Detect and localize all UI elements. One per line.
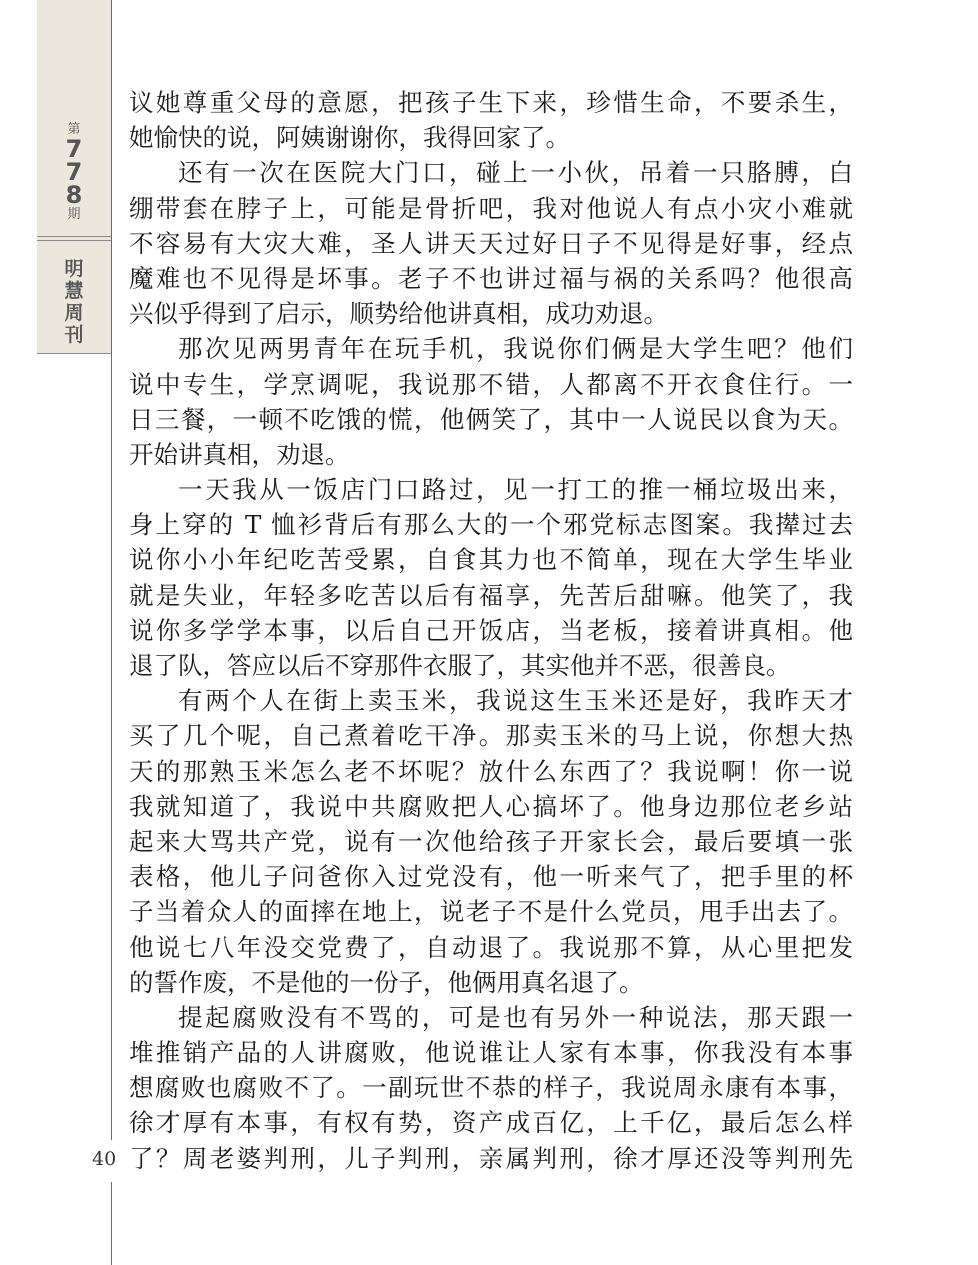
- text-line: 日三餐，一顿不吃饿的慌，他俩笑了，其中一人说民以食为天。: [129, 404, 853, 434]
- text-line: 就是失业，年轻多吃苦以后有福享，先苦后甜嘛。他笑了，我: [129, 580, 853, 610]
- text-line: 魔难也不见得是坏事。老子不也讲过福与祸的关系吗？他很高: [129, 263, 853, 293]
- text-line: 的誓作废，不是他的一份子，他俩用真名退了。: [129, 967, 644, 997]
- text-line: 想腐败也腐败不了。一副玩世不恭的样子，我说周永康有本事，: [129, 1073, 853, 1103]
- text-line: 他说七八年没交党费了，自动退了。我说那不算，从心里把发: [129, 932, 853, 962]
- issue-digit: 7: [65, 135, 83, 163]
- text-line: 身上穿的 T 恤衫背后有那么大的一个邪党标志图案。我撵过去: [129, 510, 853, 540]
- text-line: 说你小小年纪吃苦受累，自食其力也不简单，现在大学生毕业: [129, 545, 853, 575]
- issue-digit: 8: [65, 181, 83, 209]
- text-line: 天的那熟玉米怎么老不坏呢？放什么东西了？我说啊！你一说: [129, 756, 853, 786]
- text-line: 提起腐败没有不骂的，可是也有另外一种说法，那天跟一: [178, 1002, 853, 1032]
- text-line: 不容易有大灾大难，圣人讲天天过好日子不见得是好事，经点: [129, 228, 853, 258]
- text-line: 还有一次在医院大门口，碰上一小伙，吊着一只胳膊，白: [178, 158, 853, 188]
- issue-suffix: 期: [67, 207, 81, 222]
- text-line: 议她尊重父母的意愿，把孩子生下来，珍惜生命，不要杀生，: [129, 88, 853, 117]
- sidebar-divider: [37, 240, 111, 241]
- text-line: 那次见两男青年在玩手机，我说你们俩是大学生吧？他们: [178, 334, 853, 364]
- issue-prefix: 第: [67, 122, 81, 137]
- text-line: 堆推销产品的人讲腐败，他说谁让人家有本事，你我没有本事: [129, 1038, 853, 1068]
- text-line: 退了队，答应以后不穿那件衣服了，其实他并不恶，很善良。: [129, 651, 791, 680]
- magazine-char: 慧: [64, 280, 84, 302]
- magazine-name: [37, 258, 111, 346]
- text-line: 兴似乎得到了启示，顺势给他讲真相，成功劝退。: [129, 299, 668, 329]
- text-line: 她愉快的说，阿姨谢谢你，我得回家了。: [129, 123, 570, 153]
- text-line: 说中专生，学烹调呢，我说那不错，人都离不开衣食住行。一: [129, 369, 853, 399]
- text-line: 徐才厚有本事，有权有势，资产成百亿，上千亿，最后怎么样: [129, 1108, 853, 1138]
- text-line: 说你多学学本事，以后自己开饭店，当老板，接着讲真相。他: [129, 615, 853, 645]
- text-line: 开始讲真相，劝退。: [129, 439, 350, 469]
- sidebar-divider: [37, 236, 111, 237]
- text-line: 子当着众人的面摔在地上，说老子不是什么党员，甩手出去了。: [129, 897, 853, 927]
- magazine-char: 刊: [64, 324, 84, 346]
- text-line: 有两个人在街上卖玉米，我说这生玉米还是好，我昨天才: [178, 686, 853, 716]
- text-line: 我就知道了，我说中共腐败把人心搞坏了。他身边那位老乡站: [129, 791, 853, 821]
- text-line: 一天我从一饭店门口路过，见一打工的推一桶垃圾出来，: [178, 475, 853, 505]
- issue-label: [37, 122, 111, 223]
- magazine-char: 周: [64, 302, 84, 324]
- margin-rule: [111, 0, 112, 1265]
- issue-digit: 7: [65, 158, 83, 186]
- text-line: 起来大骂共产党，说有一次他给孩子开家长会，最后要填一张: [129, 826, 853, 856]
- page-number: 40: [92, 1148, 117, 1170]
- text-line: 绷带套在脖子上，可能是骨折吧，我对他说人有点小灾小难就: [129, 193, 853, 223]
- text-line: 了？周老婆判刑，儿子判刑，亲属判刑，徐才厚还没等判刑先: [129, 1143, 853, 1173]
- text-line: 表格，他儿子问爸你入过党没有，他一听来气了，把手里的杯: [129, 862, 853, 892]
- text-line: 买了几个呢，自己煮着吃干净。那卖玉米的马上说，你想大热: [129, 721, 853, 751]
- article-body: [129, 85, 853, 1176]
- magazine-char: 明: [64, 258, 84, 280]
